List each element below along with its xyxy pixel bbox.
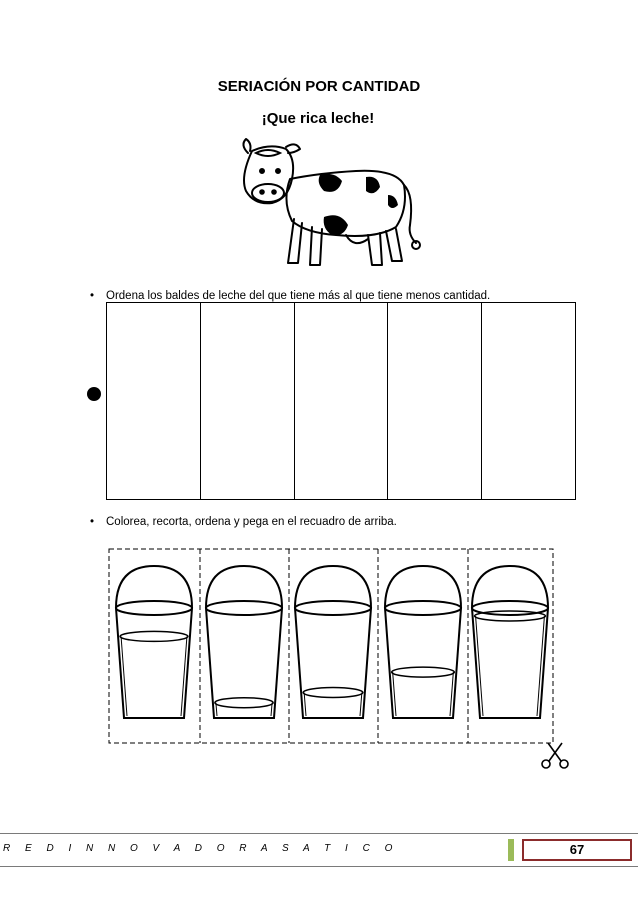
bucket-2 [206,566,282,718]
ordering-grid [106,302,576,500]
instruction-2 [90,516,397,528]
bullet: • [90,290,95,302]
cow-illustration [228,135,428,280]
footer [0,833,638,867]
page-title: SERIACIÓN POR CANTIDAD [217,78,421,95]
page-subtitle: ¡Que rica leche! [261,110,375,127]
footer-brand: R E D I N N O V A D O R A S A T I C O [3,843,399,854]
grid-cell-3 [295,303,389,499]
bullet: • [90,516,95,528]
dot-marker [87,387,101,401]
bucket-1 [116,566,192,718]
grid-cell-4 [388,303,482,499]
bucket-4 [385,566,461,718]
scissors-icon [540,740,570,770]
instruction-1-text: Ordena los baldes de leche del que tiene más al que tiene menos cantidad. [106,290,491,302]
instruction-1 [90,290,490,302]
buckets-panel [108,548,554,744]
grid-cell-1 [107,303,201,499]
instruction-2-text: Colorea, recorta, ordena y pega en el recuadro de arriba. [106,516,397,528]
page-number: 67 [522,839,632,861]
footer-divider-bottom [0,866,638,867]
grid-cell-2 [201,303,295,499]
grid-cell-5 [482,303,575,499]
bucket-5 [472,566,548,718]
bucket-3 [295,566,371,718]
footer-divider-top [0,833,638,834]
